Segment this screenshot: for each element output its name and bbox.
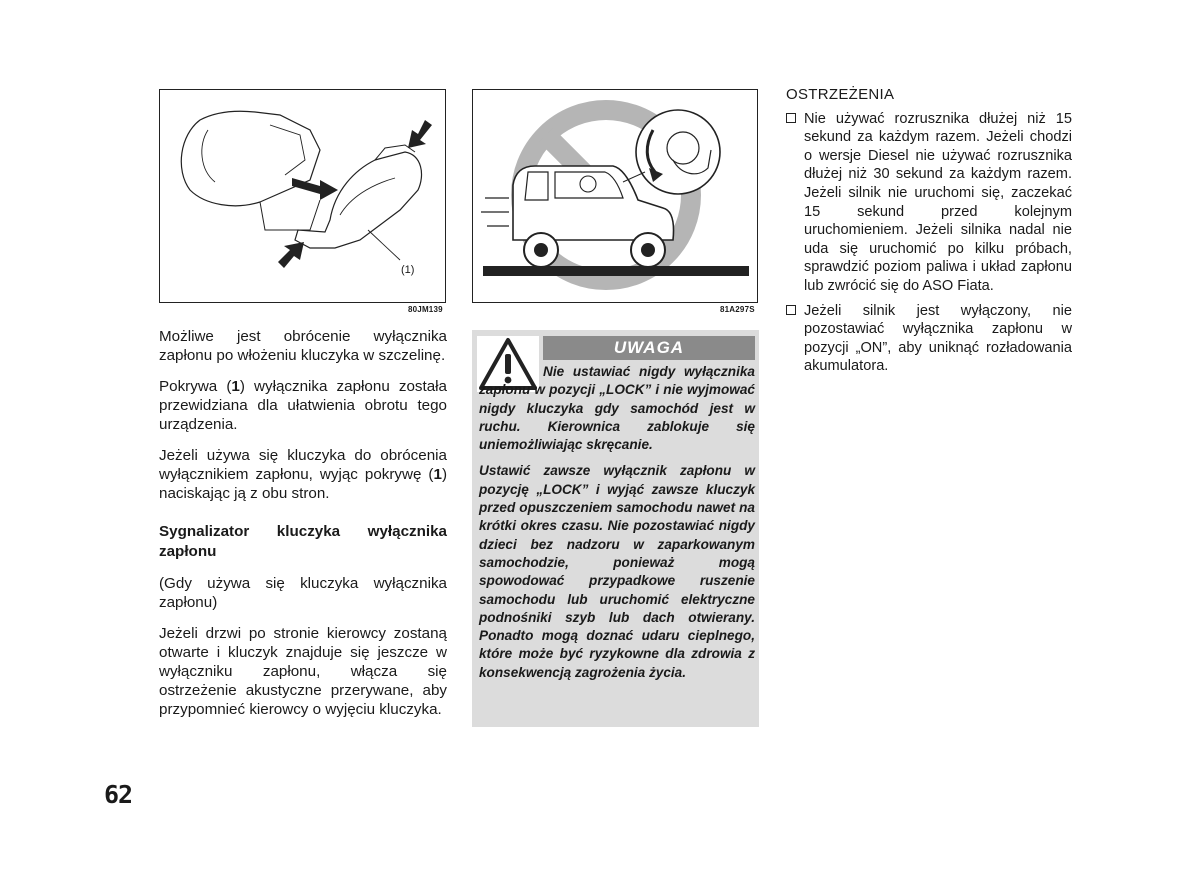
left-column bbox=[159, 327, 447, 731]
warnings-heading: OSTRZEŻENIA bbox=[786, 86, 895, 103]
paragraph: Jeżeli drzwi po stronie kierowcy zostaną otwarte i kluczyk znajduje się jeszcze w wyłączniku zapłonu, włącza się ostrzeżenie akustyczne przerywane, aby przypomnieć kierowcy o wyjęciu kluczyka. bbox=[159, 625, 447, 718]
figure-code: 81A297S bbox=[720, 305, 755, 314]
figure-ignition-cover bbox=[159, 89, 446, 303]
figure-no-key-while-driving bbox=[472, 89, 758, 303]
warning-paragraph: Ustawić zawsze wyłącznik zapłonu w pozycję „LOCK” i wyjąć zawsze kluczyk przed opuszczeniem samochodu nawet na krótki okres czasu. Nie pozostawiać nigdy dzieci bez nadzoru w zaparkowanym samochodzie, ponieważ mogą spowodować przypadkowe ruszenie samochodu lub uruchomić elektryczne podnośniki szyb lub dach otwierany. Ponadto mogą doznać udaru cieplnego, które może być ryzykowne dla zdrowia z konsekwencją zagrożenia życia. bbox=[479, 463, 755, 680]
figure-callout-1: (1) bbox=[401, 264, 415, 276]
list-item: Jeżeli silnik jest wyłączony, nie pozostawiać wyłącznika zapłonu w pozycji „ON”, aby uniknąć rozładowania akumulatora. bbox=[786, 302, 1072, 376]
list-item: Nie używać rozrusznika dłużej niż 15 sekund za każdym razem. Jeżeli chodzi o wersje Diesel nie używać rozrusznika dłużej niż 30 sekund za każdym razem. Jeżeli silnik nie uruchomi się, zaczekać 15 sekund przed kolejnym uruchomieniem. Jeżeli silnika nadal nie uda się uruchomić po kilku próbach, sprawdzić poziom paliwa i układ zapłonu lub zwrócić się do ASO Fiata. bbox=[786, 110, 1072, 296]
right-column bbox=[786, 86, 1072, 382]
paragraph: Pokrywa (1) wyłącznika zapłonu została przewidziana dla ułatwienia obrotu tego urządzenia. bbox=[159, 378, 447, 433]
page-number: 62 bbox=[104, 780, 133, 809]
paragraph: (Gdy używa się kluczyka wyłącznika zapłonu) bbox=[159, 575, 447, 611]
paragraph: Możliwe jest obrócenie wyłącznika zapłonu po włożeniu kluczyka w szczelinę. bbox=[159, 328, 447, 364]
section-heading: Sygnalizator kluczyka wyłącznika zapłonu bbox=[159, 523, 447, 560]
checkbox-bullet-icon bbox=[786, 305, 796, 315]
figure-code: 80JM139 bbox=[408, 305, 443, 314]
warning-paragraph: Nie ustawiać nigdy wyłącznika zapłonu w pozycji „LOCK” i nie wyjmować nigdy kluczyka gdy samochód jest w ruchu. Kierownica zablokuje się uniemożliwiając skręcanie. bbox=[479, 364, 755, 453]
warning-box bbox=[472, 330, 759, 727]
paragraph: Jeżeli używa się kluczyka do obrócenia wyłącznikiem zapłonu, wyjąc pokrywę (1) naciskając ją z obu stron. bbox=[159, 447, 447, 502]
warning-title: UWAGA bbox=[543, 336, 755, 360]
warning-text bbox=[479, 363, 755, 690]
no-key-turning-while-driving-illustration bbox=[473, 90, 757, 302]
checkbox-bullet-icon bbox=[786, 113, 796, 123]
